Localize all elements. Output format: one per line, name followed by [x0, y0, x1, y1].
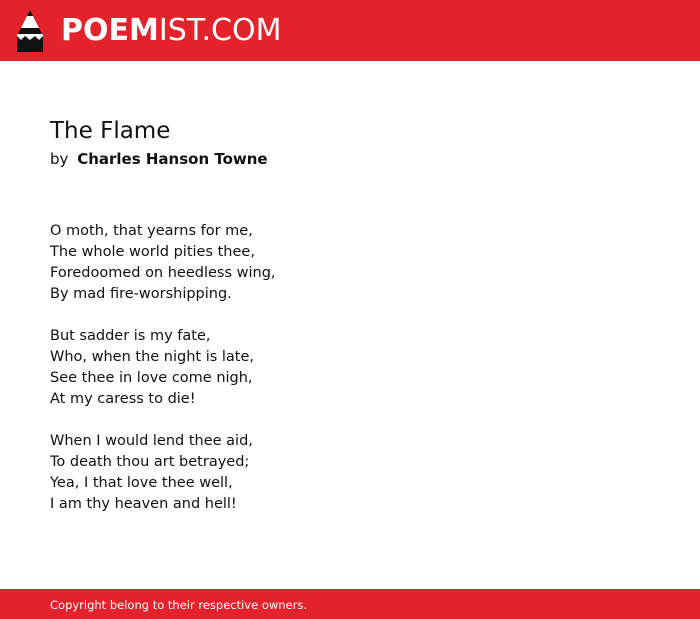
- poem-line: The whole world pities thee,: [50, 244, 255, 260]
- poem-line: Yea, I that love thee well,: [50, 475, 233, 491]
- poem-content: [50, 115, 650, 536]
- poem-line: Foredoomed on heedless wing,: [50, 265, 276, 281]
- poem-line: By mad fire-worshipping.: [50, 286, 232, 302]
- poem-line: Who, when the night is late,: [50, 349, 255, 365]
- poem-line: O moth, that yearns for me,: [50, 223, 253, 239]
- poem-line: When I would lend thee aid,: [50, 433, 253, 449]
- poem-line: I am thy heaven and hell!: [50, 496, 237, 512]
- logo-light-text: IST.COM: [158, 13, 282, 48]
- site-footer: [0, 589, 700, 619]
- stanza-3: [50, 431, 650, 515]
- poem-title: The Flame: [50, 118, 171, 144]
- poem-line: See thee in love come nigh,: [50, 370, 253, 386]
- logo-bold-text: POEM: [61, 13, 159, 48]
- poem-line: But sadder is my fate,: [50, 328, 211, 344]
- site-logo[interactable]: [17, 10, 281, 52]
- logo-wordmark: [61, 11, 281, 51]
- copyright-text: Copyright belong to their respective owners.: [50, 598, 308, 612]
- byline: [50, 147, 650, 171]
- poem-body: [50, 221, 650, 515]
- stanza-2: [50, 326, 650, 410]
- pencil-icon: [17, 10, 43, 52]
- stanza-1: [50, 221, 650, 305]
- poem-line: To death thou art betrayed;: [50, 454, 250, 470]
- site-header: [0, 0, 700, 61]
- author-name[interactable]: Charles Hanson Towne: [77, 150, 268, 168]
- by-label: by: [50, 150, 69, 168]
- poem-line: At my caress to die!: [50, 391, 196, 407]
